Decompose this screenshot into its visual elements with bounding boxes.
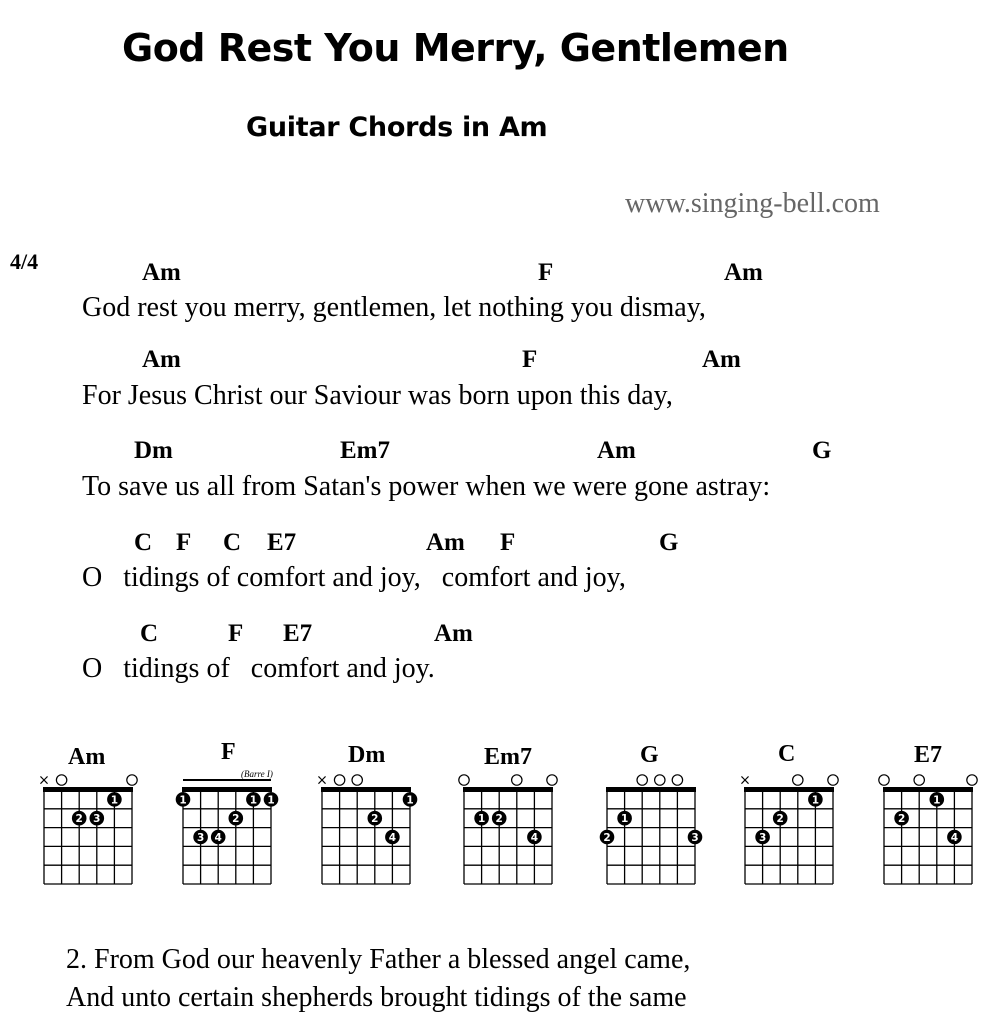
open-string-marker (56, 775, 66, 785)
website-link[interactable]: www.singing-bell.com (625, 188, 880, 219)
finger-number: 1 (811, 794, 820, 807)
nut (43, 787, 133, 792)
nut (883, 787, 973, 792)
muted-string-marker: × (739, 772, 751, 789)
finger-number: 2 (371, 813, 379, 826)
finger-number: 4 (950, 832, 959, 844)
finger-number: 4 (530, 832, 539, 844)
time-signature: 4/4 (10, 249, 39, 274)
nut (182, 787, 272, 792)
open-string-marker (547, 775, 557, 785)
chord-label-c: C (223, 529, 242, 556)
finger-number: 4 (388, 832, 397, 844)
song-title: God Rest You Merry, Gentlemen (122, 26, 789, 70)
muted-string-marker: × (316, 772, 328, 789)
open-string-marker (512, 775, 522, 785)
chord-label-f: F (176, 529, 192, 556)
finger-number: 1 (267, 794, 275, 807)
nut (744, 787, 834, 792)
open-string-marker (334, 775, 344, 785)
finger-number: 2 (232, 813, 240, 826)
finger-number: 2 (776, 813, 784, 826)
lyric-line: God rest you merry, gentlemen, let nothing you dismay, (82, 292, 706, 323)
chord-label-f: F (500, 529, 516, 556)
chord-label-c: C (134, 529, 153, 556)
chord-label-am: Am (142, 259, 181, 286)
chord-label-dm: Dm (134, 437, 173, 464)
chord-label-am: Am (434, 620, 473, 647)
open-string-marker (793, 775, 803, 785)
diagram-title-g: G (640, 742, 659, 768)
finger-number: 3 (196, 832, 205, 844)
verse2-line-2: And unto certain shepherds brought tidings of the same (66, 982, 687, 1013)
finger-number: 3 (93, 813, 101, 826)
nut (321, 787, 411, 792)
chord-diagram-am (38, 768, 148, 888)
diagram-title-f: F (221, 739, 236, 765)
finger-number: 1 (406, 794, 414, 807)
finger-number: 2 (603, 832, 611, 844)
lyric-line: For Jesus Christ our Saviour was born upon this day, (82, 380, 673, 411)
chord-label-am: Am (142, 346, 181, 373)
diagram-title-c: C (778, 741, 796, 767)
verse2-line-1: 2. From God our heavenly Father a blessed angel came, (66, 944, 691, 975)
diagram-title-em7: Em7 (484, 744, 532, 770)
barre-note: (Barre I) (241, 769, 273, 779)
open-string-marker (828, 775, 838, 785)
chord-diagram-c (739, 768, 849, 888)
chord-label-f: F (538, 259, 554, 286)
finger-number: 1 (477, 813, 486, 826)
chord-label-g: G (812, 437, 832, 464)
lyric-line: To save us all from Satan's power when we were gone astray: (82, 471, 771, 502)
open-string-marker (127, 775, 137, 785)
chord-label-c: C (140, 620, 159, 647)
nut (463, 787, 553, 792)
finger-number: 4 (214, 832, 222, 844)
finger-number: 3 (758, 832, 767, 844)
chord-label-am: Am (426, 529, 465, 556)
muted-string-marker: × (38, 772, 50, 789)
chord-label-e7: E7 (283, 620, 313, 647)
chord-label-f: F (522, 346, 538, 373)
chord-diagram-g (601, 768, 711, 888)
open-string-marker (879, 775, 889, 785)
finger-number: 2 (75, 813, 83, 826)
open-string-marker (637, 775, 647, 785)
chord-label-e7: E7 (267, 529, 297, 556)
chord-label-am: Am (724, 259, 763, 286)
chord-label-am: Am (702, 346, 741, 373)
chord-diagram-f (177, 768, 287, 888)
chord-diagram-e7 (878, 768, 988, 888)
open-string-marker (352, 775, 362, 785)
finger-number: 3 (691, 832, 699, 844)
chord-diagram-dm (316, 768, 426, 888)
diagram-title-dm: Dm (348, 742, 386, 768)
finger-number: 2 (897, 813, 906, 826)
open-string-marker (967, 775, 977, 785)
chord-label-g: G (659, 529, 679, 556)
finger-number: 1 (110, 794, 119, 807)
lyric-line: O tidings of comfort and joy, comfort and joy, (82, 562, 626, 593)
lyric-line: O tidings of comfort and joy. (82, 653, 435, 684)
diagram-title-e7: E7 (914, 742, 943, 768)
open-string-marker (672, 775, 682, 785)
open-string-marker (459, 775, 469, 785)
finger-number: 1 (249, 794, 258, 807)
finger-number: 1 (933, 794, 941, 807)
chord-label-f: F (228, 620, 244, 647)
finger-number: 1 (620, 813, 629, 826)
nut (606, 787, 696, 792)
chord-label-em7: Em7 (340, 437, 390, 464)
open-string-marker (914, 775, 924, 785)
chord-diagram-em7 (458, 768, 568, 888)
diagram-title-am: Am (68, 744, 106, 770)
song-subtitle: Guitar Chords in Am (246, 112, 548, 143)
finger-number: 1 (179, 794, 187, 807)
finger-number: 2 (495, 813, 503, 826)
open-string-marker (655, 775, 665, 785)
chord-label-am: Am (597, 437, 636, 464)
